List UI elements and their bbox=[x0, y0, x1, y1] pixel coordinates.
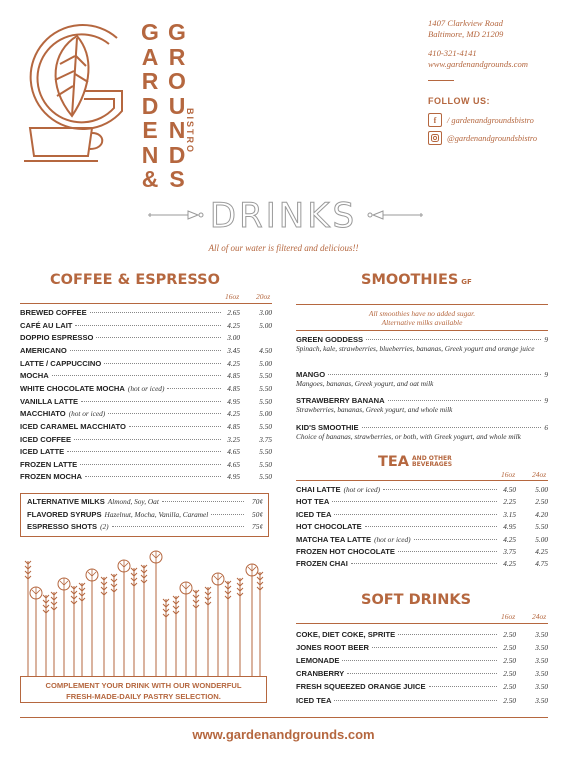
dot-leader bbox=[85, 476, 221, 477]
item-name: MATCHA TEA LATTE bbox=[296, 534, 372, 544]
tea-size-24oz: 24oz bbox=[532, 470, 547, 479]
dot-leader bbox=[75, 325, 221, 326]
menu-item-row bbox=[296, 510, 548, 523]
instagram-handle: @gardenandgroundsbistro bbox=[447, 133, 538, 143]
smoothie-line bbox=[296, 370, 548, 379]
item-name: FROZEN MOCHA bbox=[20, 472, 83, 482]
item-price: 75¢ bbox=[252, 522, 263, 532]
menu-item-row bbox=[20, 409, 272, 422]
facebook-icon: f bbox=[428, 113, 442, 127]
menu-item-row bbox=[296, 682, 548, 695]
item-price-small: 4.25 bbox=[227, 409, 240, 419]
smoothie-price: 9 bbox=[544, 335, 548, 344]
item-price: 70¢ bbox=[252, 497, 263, 506]
item-note: Almond, Soy, Oat bbox=[107, 497, 159, 506]
menu-item-row bbox=[20, 371, 272, 384]
item-price-large: 5.50 bbox=[259, 472, 272, 482]
item-price-small: 3.25 bbox=[227, 434, 240, 444]
dot-leader bbox=[167, 388, 221, 389]
smoothie-name: KID'S SMOOTHIE bbox=[296, 423, 359, 432]
leaf-vein bbox=[182, 582, 190, 594]
smoothie-description: Spinach, kale, strawberries, blueberries, bananas, Greek yogurt and orange juice bbox=[296, 344, 535, 353]
item-price-small: 4.25 bbox=[503, 534, 516, 544]
menu-item-row bbox=[296, 696, 548, 709]
dot-leader bbox=[334, 700, 497, 701]
dot-leader bbox=[429, 686, 497, 687]
item-price-large: 3.50 bbox=[535, 656, 548, 666]
item-price-large: 5.50 bbox=[259, 459, 272, 469]
item-price-large: 3.50 bbox=[535, 630, 548, 639]
smoothie-item bbox=[296, 335, 548, 353]
dot-leader bbox=[112, 526, 244, 527]
dot-leader bbox=[342, 660, 497, 661]
menu-item-row bbox=[20, 447, 272, 460]
item-price-small: 4.85 bbox=[227, 383, 240, 393]
item-price-small: 4.95 bbox=[227, 472, 240, 482]
item-price-small: 4.85 bbox=[227, 371, 240, 381]
menu-item-row bbox=[296, 656, 548, 669]
dot-leader bbox=[366, 339, 541, 340]
leaf-vein bbox=[152, 551, 160, 563]
pastry-banner-line-1: COMPLEMENT YOUR DRINK WITH OUR WONDERFUL bbox=[45, 681, 242, 690]
item-price-small: 4.65 bbox=[227, 459, 240, 469]
menu-item-row bbox=[20, 435, 272, 448]
smoothie-name: MANGO bbox=[296, 370, 326, 379]
menu-item-row bbox=[20, 422, 272, 435]
menu-item-row bbox=[20, 397, 272, 410]
smoothies-note bbox=[296, 309, 548, 327]
soft-drinks-heading: SOFT DRINKS bbox=[361, 592, 472, 608]
dot-leader bbox=[383, 489, 497, 490]
item-name: JONES ROOT BEER bbox=[296, 643, 369, 653]
item-name: CAFÉ AU LAIT bbox=[20, 320, 73, 330]
address-line-2: Baltimore, MD 21209 bbox=[428, 29, 504, 39]
smoothies-rule bbox=[296, 304, 548, 305]
menu-item-row bbox=[20, 460, 272, 473]
menu-item-row bbox=[20, 384, 272, 397]
dot-leader bbox=[372, 647, 497, 648]
item-price-large: 4.20 bbox=[535, 509, 548, 519]
menu-item-row bbox=[20, 346, 272, 359]
item-name: FRESH SQUEEZED ORANGE JUICE bbox=[296, 682, 426, 692]
item-name: ICED LATTE bbox=[20, 447, 65, 457]
menu-item-row bbox=[296, 559, 548, 572]
dot-leader bbox=[108, 413, 221, 414]
leaf-vein bbox=[60, 578, 68, 590]
item-name: ICED TEA bbox=[296, 695, 332, 705]
addon-row bbox=[27, 497, 263, 510]
coffee-heading: COFFEE & ESPRESSO bbox=[50, 272, 220, 288]
menu-item-row bbox=[20, 333, 272, 346]
wheat-garden-illustration bbox=[20, 543, 267, 683]
leaf-vein bbox=[32, 587, 40, 599]
item-note: (2) bbox=[100, 522, 109, 532]
coffee-size-20oz: 20oz bbox=[256, 292, 271, 301]
brand-name-grounds: G R O U N D S bbox=[168, 19, 186, 192]
item-price-large: 5.00 bbox=[535, 485, 548, 494]
item-name: HOT TEA bbox=[296, 497, 330, 507]
dot-leader bbox=[70, 350, 221, 351]
dot-leader bbox=[104, 363, 221, 364]
brand-bistro: BISTRO bbox=[185, 108, 195, 155]
item-price-large: 3.50 bbox=[535, 695, 548, 705]
smoothie-name: GREEN GODDESS bbox=[296, 335, 364, 344]
item-price-small: 2.50 bbox=[503, 643, 516, 653]
item-note: Hazelnut, Mocha, Vanilla, Caramel bbox=[104, 509, 209, 519]
brand-name-garden: G A R D E N & bbox=[141, 19, 159, 192]
website-link[interactable]: www.gardenandgrounds.com bbox=[428, 59, 528, 69]
item-name: AMERICANO bbox=[20, 345, 67, 355]
item-price-large: 5.50 bbox=[259, 383, 272, 393]
soft-size-24oz: 24oz bbox=[532, 612, 547, 621]
item-note: (hot or iced) bbox=[127, 383, 165, 393]
smoothie-price: 6 bbox=[544, 423, 548, 432]
item-price-large: 3.75 bbox=[259, 434, 272, 444]
dot-leader bbox=[388, 400, 542, 401]
item-price-large: 5.00 bbox=[259, 320, 272, 330]
soft-size-16oz: 16oz bbox=[501, 612, 516, 621]
dot-leader bbox=[67, 451, 221, 452]
item-price-small: 2.50 bbox=[503, 656, 516, 666]
pastry-banner-line-2: FRESH-MADE-DAILY PASTRY SELECTION. bbox=[66, 692, 221, 701]
tea-subheading bbox=[412, 456, 452, 468]
item-price-large: 3.50 bbox=[535, 643, 548, 653]
smoothie-item bbox=[296, 396, 548, 414]
title-ornament-right bbox=[367, 210, 423, 220]
menu-item-row bbox=[20, 359, 272, 372]
item-price-small: 2.25 bbox=[503, 497, 516, 507]
menu-item-row bbox=[296, 497, 548, 510]
item-price-large: 5.50 bbox=[259, 421, 272, 431]
item-price-small: 4.25 bbox=[227, 320, 240, 330]
item-price-small: 2.50 bbox=[503, 695, 516, 705]
item-price-large: 5.50 bbox=[535, 522, 548, 532]
item-price-small: 4.25 bbox=[227, 358, 240, 368]
item-price-small: 2.50 bbox=[503, 630, 516, 639]
facebook-link[interactable] bbox=[428, 113, 534, 127]
menu-item-row bbox=[296, 643, 548, 656]
menu-item-row bbox=[20, 321, 272, 334]
leaf-vein bbox=[88, 569, 96, 581]
dot-leader bbox=[414, 539, 497, 540]
tea-heading: TEA bbox=[378, 454, 410, 470]
menu-item-row bbox=[296, 669, 548, 682]
instagram-icon bbox=[428, 131, 442, 145]
soft-rule bbox=[296, 623, 548, 624]
dot-leader bbox=[80, 464, 221, 465]
leaf-vein bbox=[214, 573, 222, 585]
item-price-small: 4.50 bbox=[503, 485, 516, 494]
smoothies-note-line-2: Alternative milks available bbox=[381, 318, 463, 327]
item-price-small: 4.25 bbox=[503, 559, 516, 569]
item-name: FROZEN CHAI bbox=[296, 559, 348, 569]
item-name: DOPPIO ESPRESSO bbox=[20, 333, 94, 343]
dot-leader bbox=[351, 563, 497, 564]
item-price-large: 5.00 bbox=[259, 358, 272, 368]
item-name: FROZEN LATTE bbox=[20, 459, 78, 469]
dot-leader bbox=[162, 501, 244, 502]
item-name: ESPRESSO SHOTS bbox=[27, 522, 98, 532]
facebook-handle: / gardenandgroundsbistro bbox=[447, 115, 534, 125]
smoothie-item bbox=[296, 423, 548, 441]
item-price-small: 3.00 bbox=[227, 333, 240, 343]
smoothie-description: Strawberries, bananas, Greek yogurt, and whole milk bbox=[296, 405, 453, 414]
item-price: 50¢ bbox=[252, 509, 263, 519]
item-name: BREWED COFFEE bbox=[20, 308, 87, 317]
tea-heading-wrap bbox=[378, 454, 452, 470]
dot-leader bbox=[129, 426, 221, 427]
leaf-vein bbox=[120, 560, 128, 572]
item-price-small: 4.95 bbox=[503, 522, 516, 532]
tea-subheading-line-2: BEVERAGES bbox=[412, 461, 453, 468]
item-name: FLAVORED SYRUPS bbox=[27, 509, 102, 519]
item-name: ALTERNATIVE MILKS bbox=[27, 497, 105, 506]
follow-us-label: FOLLOW US: bbox=[428, 96, 490, 106]
item-price-large: 5.50 bbox=[259, 447, 272, 457]
dot-leader bbox=[365, 526, 497, 527]
instagram-link[interactable] bbox=[428, 131, 537, 145]
item-price-large: 5.00 bbox=[259, 409, 272, 419]
item-price-large: 5.50 bbox=[259, 371, 272, 381]
item-note: (hot or iced) bbox=[374, 534, 411, 544]
addon-row bbox=[27, 510, 263, 523]
item-price-small: 3.45 bbox=[227, 345, 240, 355]
pastry-banner bbox=[20, 676, 267, 703]
smoothie-name: STRAWBERRY BANANA bbox=[296, 396, 385, 405]
menu-item-row bbox=[20, 472, 272, 485]
dot-leader bbox=[52, 375, 221, 376]
contact-divider bbox=[428, 80, 454, 81]
addon-row bbox=[27, 522, 263, 535]
menu-item-row bbox=[296, 535, 548, 548]
item-name: ICED COFFEE bbox=[20, 434, 72, 444]
dot-leader bbox=[332, 501, 497, 502]
item-price-large: 4.75 bbox=[535, 559, 548, 569]
water-note: All of our water is filtered and delicious!! bbox=[208, 243, 359, 253]
item-name: MOCHA bbox=[20, 371, 49, 381]
tea-size-16oz: 16oz bbox=[501, 470, 516, 479]
item-note: (hot or iced) bbox=[68, 409, 106, 419]
phone-number: 410-321-4141 bbox=[428, 48, 477, 58]
smoothie-line bbox=[296, 423, 548, 432]
item-price-large: 5.50 bbox=[259, 396, 272, 406]
item-name: ICED TEA bbox=[296, 509, 332, 519]
item-price-large: 4.25 bbox=[535, 547, 548, 556]
dot-leader bbox=[398, 634, 497, 635]
smoothie-line bbox=[296, 335, 548, 344]
item-price-small: 2.65 bbox=[227, 308, 240, 317]
dot-leader bbox=[81, 401, 221, 402]
menu-item-row bbox=[20, 308, 272, 321]
item-name: ICED CARAMEL MACCHIATO bbox=[20, 421, 126, 431]
coffee-rule bbox=[20, 303, 272, 304]
smoothie-description: Choice of bananas, strawberries, or both, with Greek yogurt, and whole milk bbox=[296, 432, 521, 441]
item-name: CRANBERRY bbox=[296, 669, 345, 679]
smoothie-line bbox=[296, 396, 548, 405]
item-price-large: 3.50 bbox=[535, 682, 548, 692]
smoothies-heading: SMOOTHIES bbox=[361, 272, 459, 288]
item-name: FROZEN HOT CHOCOLATE bbox=[296, 547, 395, 556]
menu-item-row bbox=[296, 522, 548, 535]
item-name: LEMONADE bbox=[296, 656, 340, 666]
dot-leader bbox=[334, 514, 497, 515]
dot-leader bbox=[90, 312, 221, 313]
smoothie-description: Mangoes, bananas, Greek yogurt, and oat milk bbox=[296, 379, 434, 388]
item-price-large: 3.50 bbox=[535, 669, 548, 679]
item-price-large: 3.00 bbox=[259, 308, 272, 317]
garden-grounds-logo bbox=[22, 16, 132, 166]
smoothie-price: 9 bbox=[544, 396, 548, 405]
item-note: (hot or iced) bbox=[343, 485, 381, 494]
menu-item-row bbox=[296, 547, 548, 560]
footer-website-link[interactable]: www.gardenandgrounds.com bbox=[192, 727, 375, 742]
dot-leader bbox=[328, 374, 541, 375]
item-price-large: 2.50 bbox=[535, 497, 548, 507]
tea-subheading-line-1: AND OTHER bbox=[412, 455, 452, 462]
smoothie-item bbox=[296, 370, 548, 388]
menu-item-row bbox=[296, 485, 548, 498]
smoothies-rule-2 bbox=[296, 330, 548, 331]
item-name: CHAI LATTE bbox=[296, 485, 341, 494]
smoothies-heading-wrap bbox=[361, 272, 472, 288]
item-price-small: 4.95 bbox=[227, 396, 240, 406]
item-price-small: 2.50 bbox=[503, 682, 516, 692]
dot-leader bbox=[362, 427, 542, 428]
menu-item-row bbox=[296, 630, 548, 643]
item-name: LATTE / CAPPUCCINO bbox=[20, 358, 102, 368]
item-price-small: 4.65 bbox=[227, 447, 240, 457]
page-title: DRINKS bbox=[209, 196, 358, 236]
leaf-vein bbox=[248, 564, 256, 576]
smoothie-price: 9 bbox=[544, 370, 548, 379]
dot-leader bbox=[347, 673, 497, 674]
dot-leader bbox=[96, 337, 221, 338]
item-name: WHITE CHOCOLATE MOCHA bbox=[20, 383, 125, 393]
smoothies-note-line-1: All smoothies have no added sugar. bbox=[368, 309, 476, 318]
item-name: HOT CHOCOLATE bbox=[296, 522, 362, 532]
gluten-free-badge: GF bbox=[461, 278, 472, 286]
item-price-small: 4.85 bbox=[227, 421, 240, 431]
item-price-small: 2.50 bbox=[503, 669, 516, 679]
footer-rule bbox=[20, 717, 548, 718]
item-name: COKE, DIET COKE, SPRITE bbox=[296, 630, 396, 639]
dot-leader bbox=[211, 514, 244, 515]
dot-leader bbox=[74, 439, 221, 440]
item-price-large: 5.00 bbox=[535, 534, 548, 544]
item-price-small: 3.75 bbox=[503, 547, 516, 556]
item-price-large: 4.50 bbox=[259, 345, 272, 355]
address-line-1: 1407 Clarkview Road bbox=[428, 18, 503, 28]
contact-block bbox=[428, 18, 528, 70]
item-name: VANILLA LATTE bbox=[20, 396, 79, 406]
item-price-small: 3.15 bbox=[503, 509, 516, 519]
tea-rule bbox=[296, 480, 548, 481]
coffee-size-16oz: 16oz bbox=[225, 292, 240, 301]
item-name: MACCHIATO bbox=[20, 409, 66, 419]
dot-leader bbox=[398, 551, 497, 552]
